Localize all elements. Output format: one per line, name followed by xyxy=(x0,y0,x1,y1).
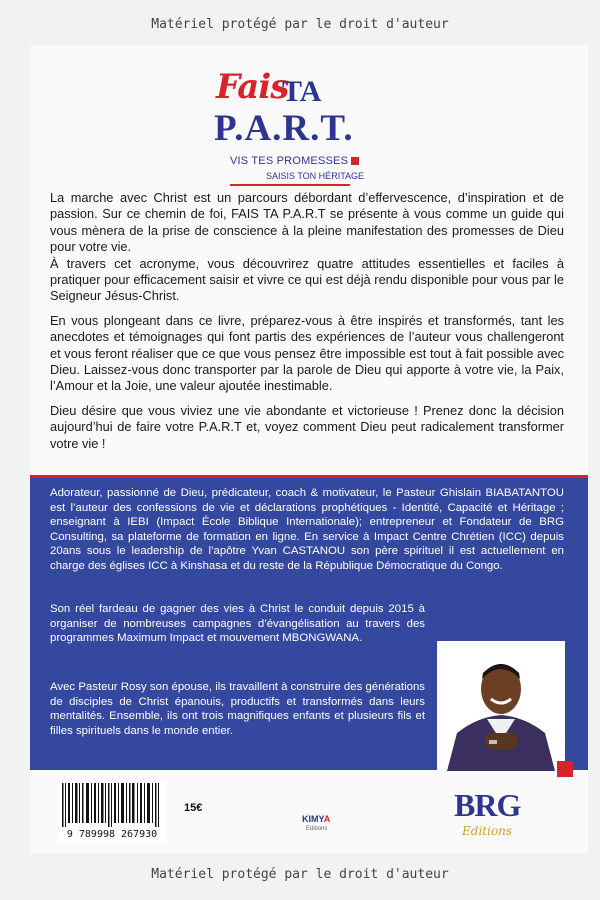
price: 15€ xyxy=(184,802,203,814)
isbn-number: 9 789998 267930 xyxy=(66,829,158,840)
tagline-heritage: SAISIS TON HÉRITAGE xyxy=(266,171,365,181)
brg-editions-logo xyxy=(450,787,540,847)
title-ta: TA xyxy=(282,75,322,108)
synopsis-paragraph-2: À travers cet acronyme, vous découvrirez quatre attitudes essentielles et faciles à pratiquer pour efficacement saisir et vivre ce qui est déjà rendu disponible pour vous par le Seigneur Jésus-Christ. xyxy=(50,255,564,304)
synopsis-paragraph-3: En vous plongeant dans ce livre, préparez-vous à être inspirés et transformés, tant les anecdotes et témoignages qui font partis des expériences de l’auteur vous challengeront et vous feront réaliser que ce que vous pensez être impossible est tout à fait possible avec Dieu. Laissez-vous donc transporter par la parole de Dieu qui apporte à votre vie, la Paix, l’Amour et la Joie, une valeur ajoutée inestimable. xyxy=(50,312,564,394)
isbn-barcode xyxy=(58,781,166,843)
title-part: P.A.R.T. xyxy=(214,108,354,149)
brg-logo-subtitle: Editions xyxy=(462,824,513,838)
kimya-logo-text xyxy=(302,814,330,824)
title-fais: Fais xyxy=(216,67,289,107)
tagline-promesses xyxy=(230,155,359,167)
red-square-icon xyxy=(351,157,359,165)
red-accent-square xyxy=(557,761,573,777)
bio-paragraph-3: Avec Pasteur Rosy son épouse, ils travaillent à construire des générations de disciples de Christ épanouis, productifs et transformés dans leurs mentalités. Ensemble, ils ont trois magnifiques enfants et plusieurs fils et filles spirituels dans le monde entier. xyxy=(50,681,425,737)
tagline-promesses-text: VIS TES PROMESSES xyxy=(230,155,349,167)
kimya-editions-logo xyxy=(298,808,368,838)
tagline-underline xyxy=(230,184,350,186)
kimya-logo-text-a: KIMY xyxy=(302,814,324,824)
synopsis-text xyxy=(50,190,564,460)
synopsis-paragraph-4: Dieu désire que vous viviez une vie abondante et victorieuse ! Prenez donc la décision aujourd’hui de faire votre P.A.R.T et, voyez comment Dieu peut radicalement transformer votre vie ! xyxy=(50,402,564,451)
copyright-watermark-bottom: Matériel protégé par le droit d'auteur xyxy=(151,867,449,882)
bio-paragraph-1: Adorateur, passionné de Dieu, prédicateur, coach & motivateur, le Pasteur Ghislain BIABATANTOU est l’auteur des confessions de vie et déclarations prophétiques - Identité, Capacité et Héritage ; enseignant à IEBI (Impact École Biblique Internationale); entrepreneur et Fondateur de BRG Consulting, sa plateforme de formation en ligne. En service à Impact Centre Chrétien (ICC) depuis 20ans sous le leadership de l’apôtre Yvan CASTANOU son père spirituel il est actuellement en charge des églises ICC à Kinshasa et du reste de la République Démocratique du Congo. xyxy=(50,487,564,572)
kimya-logo-text-b: A xyxy=(323,814,331,824)
kimya-logo-subtitle: Editions xyxy=(306,826,328,832)
bio-paragraph-2: Son réel fardeau de gagner des vies à Christ le conduit depuis 2015 à organiser de nombreuses campagnes d’évangélisation au travers des programmes Maximum Impact et mouvement MBONGWANA. xyxy=(50,603,425,645)
author-photo xyxy=(437,641,565,771)
author-bio-panel xyxy=(30,478,588,770)
synopsis-paragraph-1: La marche avec Christ est un parcours débordant d’effervescence, d’inspiration et de passion. Sur ce chemin de foi, FAIS TA P.A.R.T se présente à vous comme un guide qui vous mènera de la prise de conscience à la pleine manifestation des promesses de Dieu pour votre vie. xyxy=(50,190,564,255)
book-back-cover xyxy=(30,45,588,853)
book-title-logo xyxy=(214,55,406,181)
brg-logo-text: BRG xyxy=(454,787,521,823)
copyright-watermark-top: Matériel protégé par le droit d'auteur xyxy=(151,17,449,32)
